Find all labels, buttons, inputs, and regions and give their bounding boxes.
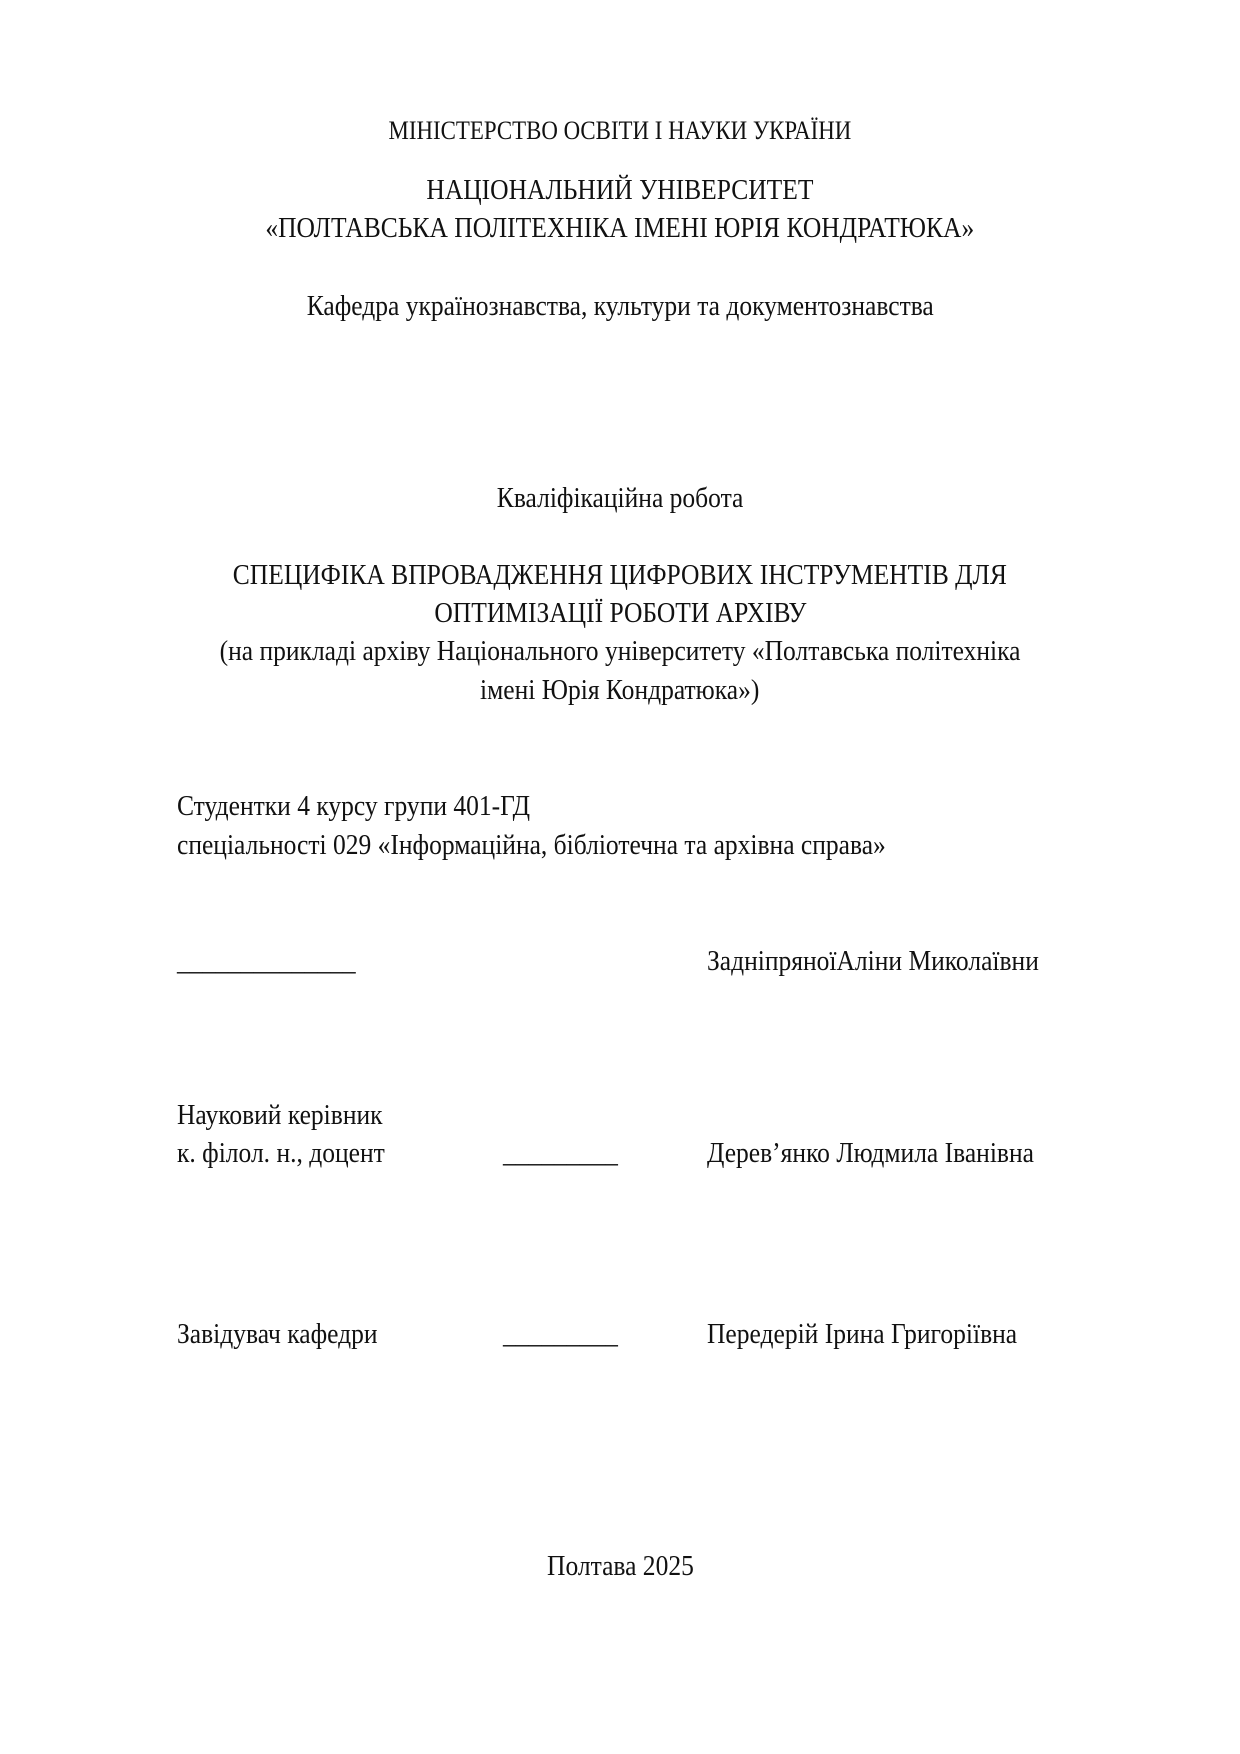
work-title-text-2: ОПТИМІЗАЦІЇ РОБОТИ АРХІВУ [433, 597, 807, 629]
supervisor-degree: к. філол. н., доцент [177, 1137, 385, 1169]
head-name: Передерій Ірина Григоріївна [707, 1318, 1018, 1350]
work-title-line1 [0, 559, 1240, 592]
supervisor-name: Дерев’янко Людмила Іванівна [707, 1137, 1034, 1169]
student-signature-blank: ______________ [177, 945, 356, 977]
university-text-1: НАЦІОНАЛЬНИЙ УНІВЕРСИТЕТ [426, 174, 814, 206]
work-type [0, 482, 1240, 515]
work-subtitle-text-1: (на прикладі архіву Національного університету «Полтавська політехніка [219, 635, 1021, 667]
work-title-text-1: СПЕЦИФІКА ВПРОВАДЖЕННЯ ЦИФРОВИХ ІНСТРУМЕНТІВ ДЛЯ [232, 559, 1008, 591]
ministry-heading [0, 116, 1240, 146]
university-name-line2 [0, 212, 1240, 245]
student-info-line2: спеціальності 029 «Інформаційна, бібліотечна та архівна справа» [177, 829, 886, 861]
work-subtitle-text-2: імені Юрія Кондратюка») [480, 674, 760, 706]
work-title-line2 [0, 597, 1240, 630]
department-text: Кафедра українознавства, культури та документознавства [306, 290, 934, 322]
university-text-2: «ПОЛТАВСЬКА ПОЛІТЕХНІКА ІМЕНІ ЮРІЯ КОНДРАТЮКА» [265, 212, 975, 244]
university-name-line1 [0, 174, 1240, 207]
department-name [0, 290, 1240, 323]
supervisor-signature-blank: _________ [503, 1137, 618, 1169]
student-name: ЗадніпряноїАліни Миколаївни [707, 945, 1039, 977]
work-subtitle-line1 [0, 635, 1240, 668]
head-role: Завідувач кафедри [177, 1318, 378, 1350]
student-info-line1: Студентки 4 курсу групи 401-ГД [177, 790, 531, 822]
supervisor-role: Науковий керівник [177, 1099, 383, 1131]
work-subtitle-line2 [0, 674, 1240, 707]
ministry-text: МІНІСТЕРСТВО ОСВІТИ І НАУКИ УКРАЇНИ [388, 116, 852, 145]
head-signature-blank: _________ [503, 1318, 618, 1350]
city-year [0, 1550, 1240, 1583]
work-type-text: Кваліфікаційна робота [496, 482, 744, 514]
city-year-text: Полтава 2025 [546, 1550, 694, 1582]
